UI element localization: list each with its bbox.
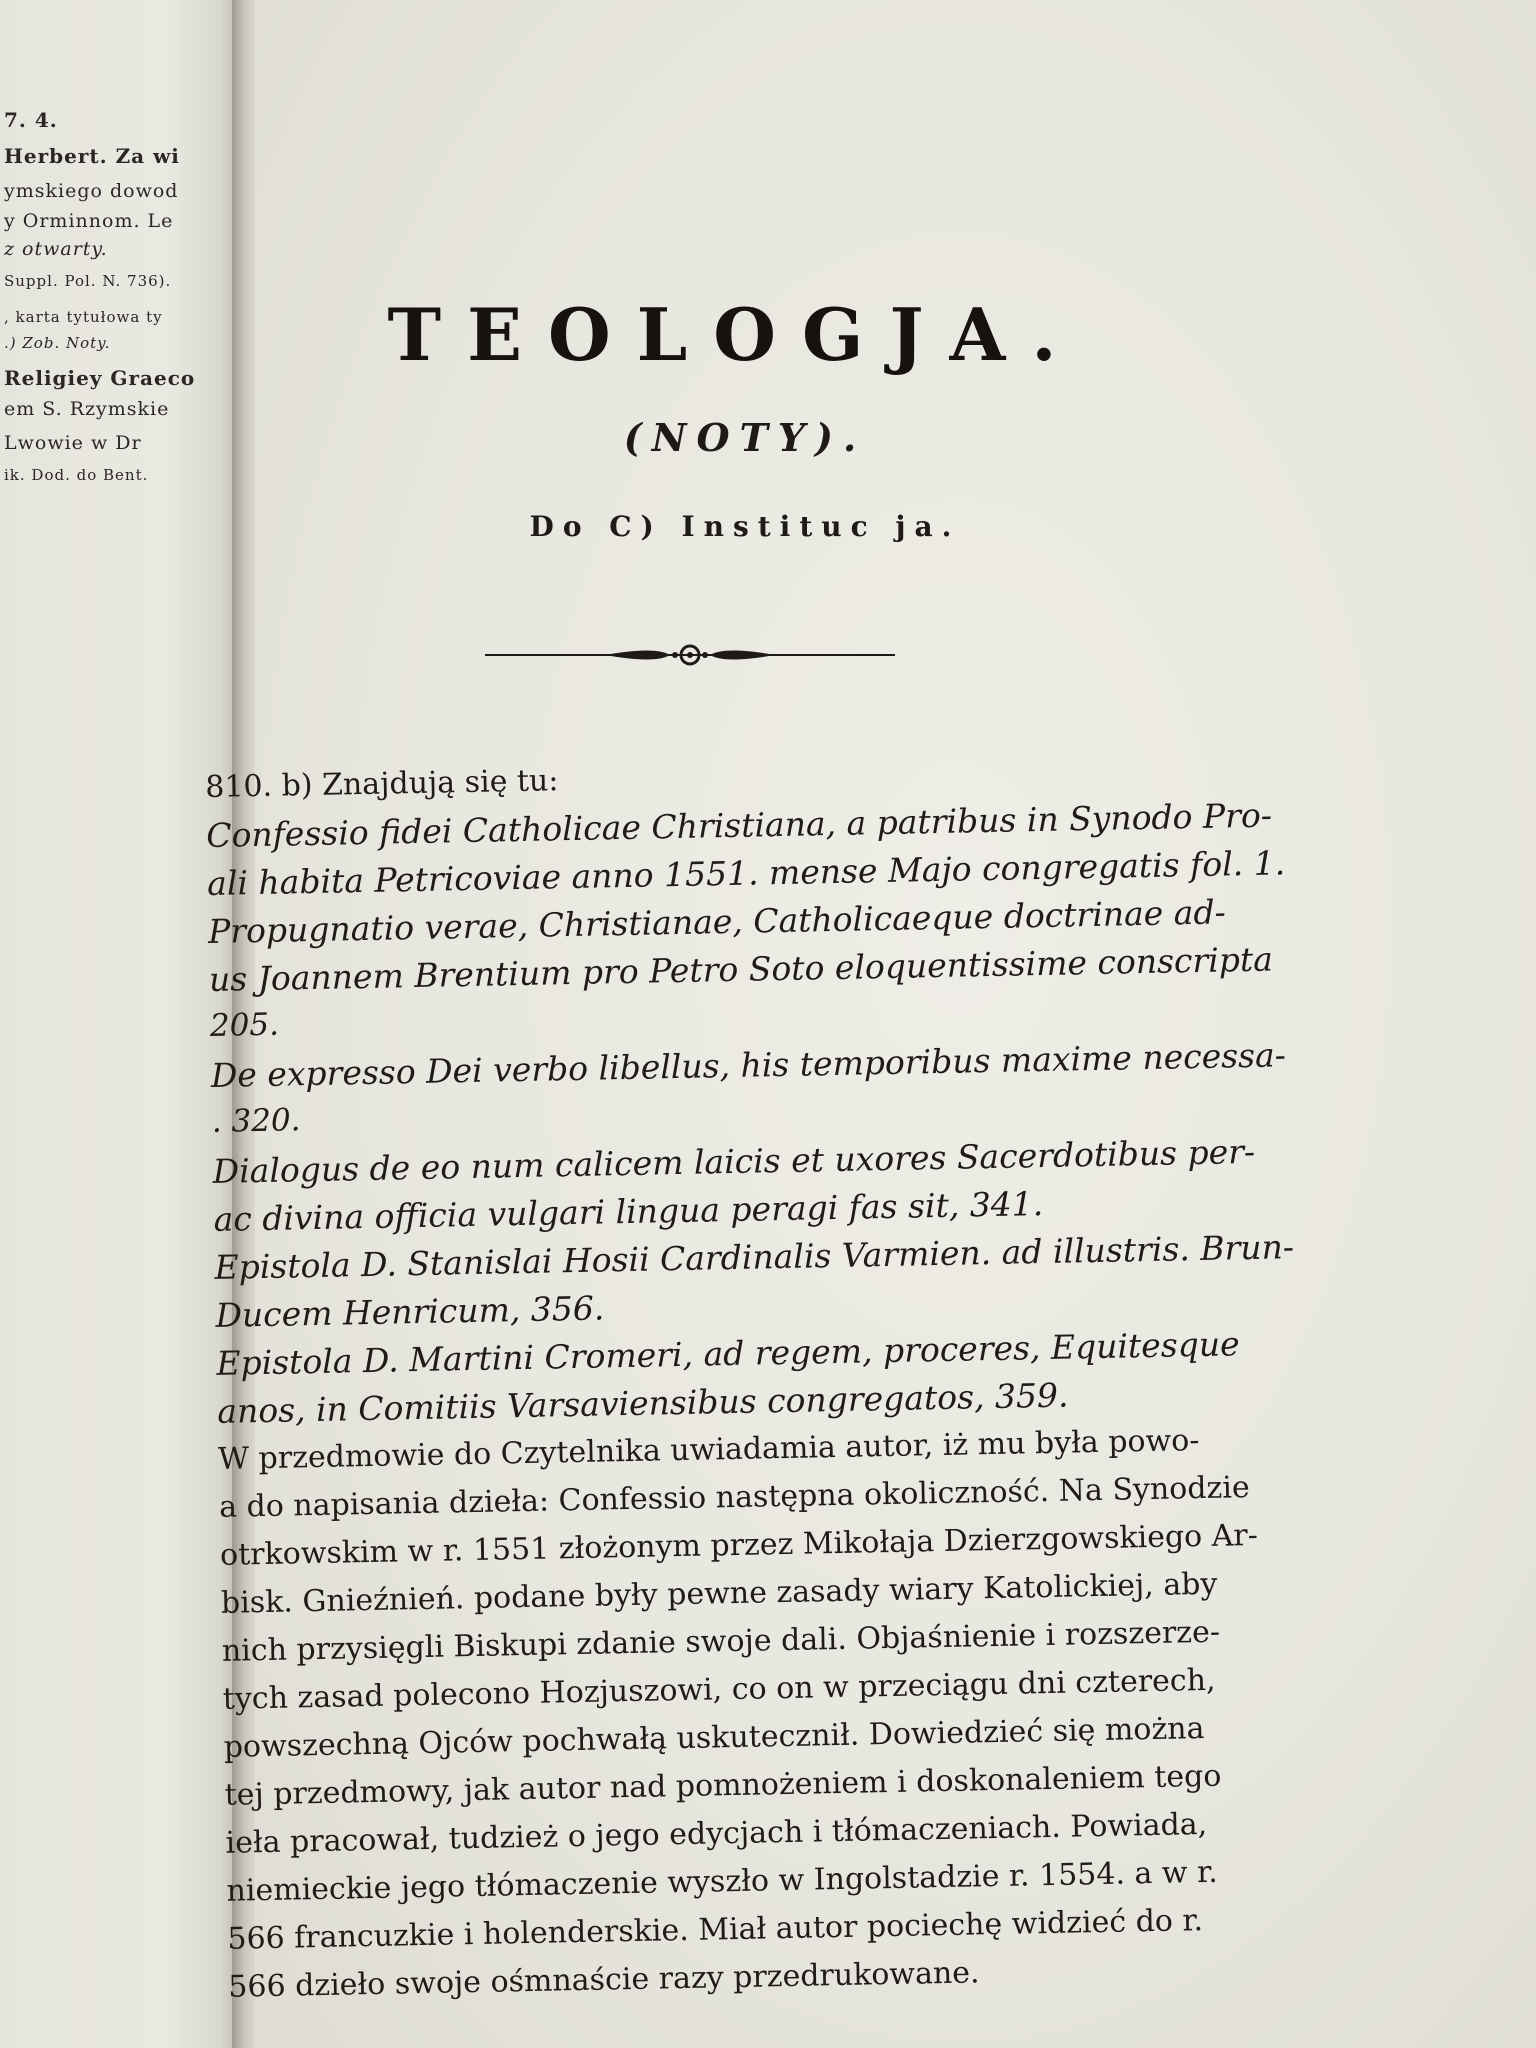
text-line: Epistola D. Martini Cromeri, ad regem, proceres, Equitesque [216,1324,1240,1383]
text-line: Ducem Henricum, 356. [215,1288,605,1335]
text-line: Epistola D. Stanislai Hosii Cardinalis Varmien. ad illustris. Brun- [214,1227,1295,1287]
text-line: bisk. Gnieźnień. podane były pewne zasady wiary Katolickiej, aby [220,1566,1218,1621]
text-line: W przedmowie do Czytelnika uwiadamia autor, iż mu była powo- [217,1423,1200,1477]
text-line: 566 francuzkie i holenderskie. Miał autor pociechę widzieć do r. [227,1903,1204,1957]
text-line: Propugnatio verae, Christianae, Catholicaeque doctrinae ad- [207,892,1227,951]
text-line: 566 dzieło swoje ośmnaście razy przedrukowane. [228,1955,980,2005]
text-line: . 320. [211,1102,301,1140]
left-page-line: ik. Dod. do Bent. [4,466,149,484]
page-title: TEOLOGJA. [387,292,1083,377]
left-page-line: , karta tytułowa ty [4,308,163,326]
text-line: tej przedmowy, jak autor nad pomnożeniem i doskonaleniem tego [224,1758,1222,1813]
previous-page [0,0,240,2048]
left-page-line: y Orminnom. Le [4,210,174,232]
left-page-line: Religiey Graeco [4,366,196,390]
left-page-line: 7. 4. [4,108,58,132]
left-page-line: Herbert. Za wi [4,144,180,168]
left-page-line: .) Zob. Noty. [4,334,111,352]
text-line: nich przysięgli Biskupi zdanie swoje dali. Objaśnienie i rozszerze- [221,1614,1221,1669]
body-text [205,746,1445,2005]
page-subtitle: (NOTY). [623,415,867,460]
text-line: ac divina officia vulgari lingua peragi fas sit, 341. [213,1183,1044,1239]
left-page-line: z otwarty. [4,238,108,260]
text-line: Confessio fidei Catholicae Christiana, a patribus in Synodo Pro- [205,795,1273,855]
left-page-line: Lwowie w Dr [4,432,142,454]
text-line: tych zasad polecono Hozjuszowi, co on w przeciągu dni czterech, [222,1662,1216,1717]
text-line: a do napisania dzieła: Confessio następna okoliczność. Na Synodzie [218,1470,1250,1525]
book-page [205,0,1536,2048]
left-page-line: em S. Rzymskie [4,398,170,420]
text-line: us Joannem Brentium pro Petro Soto eloquentissime conscripta [208,939,1274,999]
text-line: 205. [209,1006,280,1044]
text-line: anos, in Comitiis Varsaviensibus congregatos, 359. [216,1375,1069,1431]
text-line: niemieckie jego tłómaczenie wyszło w Ingolstadzie r. 1554. a w r. [226,1854,1219,1909]
section-heading: Do C) Instituc ja. [529,510,961,543]
text-line: De expresso Dei verbo libellus, his temporibus maxime necessa- [210,1035,1287,1095]
text-line: Dialogus de eo num calicem laicis et uxores Sacerdotibus per- [212,1131,1256,1191]
text-line: ali habita Petricoviae anno 1551. mense Majo congregatis fol. 1. [206,843,1286,903]
text-line: ieła pracował, tudzież o jego edycjach i tłómaczeniach. Powiada, [225,1806,1208,1861]
text-line: powszechną Ojców pochwałą uskutecznił. Dowiedzieć się można [223,1710,1205,1765]
text-line: otrkowskim w r. 1551 złożonym przez Mikołaja Dzierzgowskiego Ar- [219,1517,1259,1573]
left-page-line: ymskiego dowod [4,180,179,202]
ornament-divider [485,640,895,670]
text-line: 810. b) Znajdują się tu: [205,763,559,805]
left-page-line: Suppl. Pol. N. 736). [4,272,172,290]
